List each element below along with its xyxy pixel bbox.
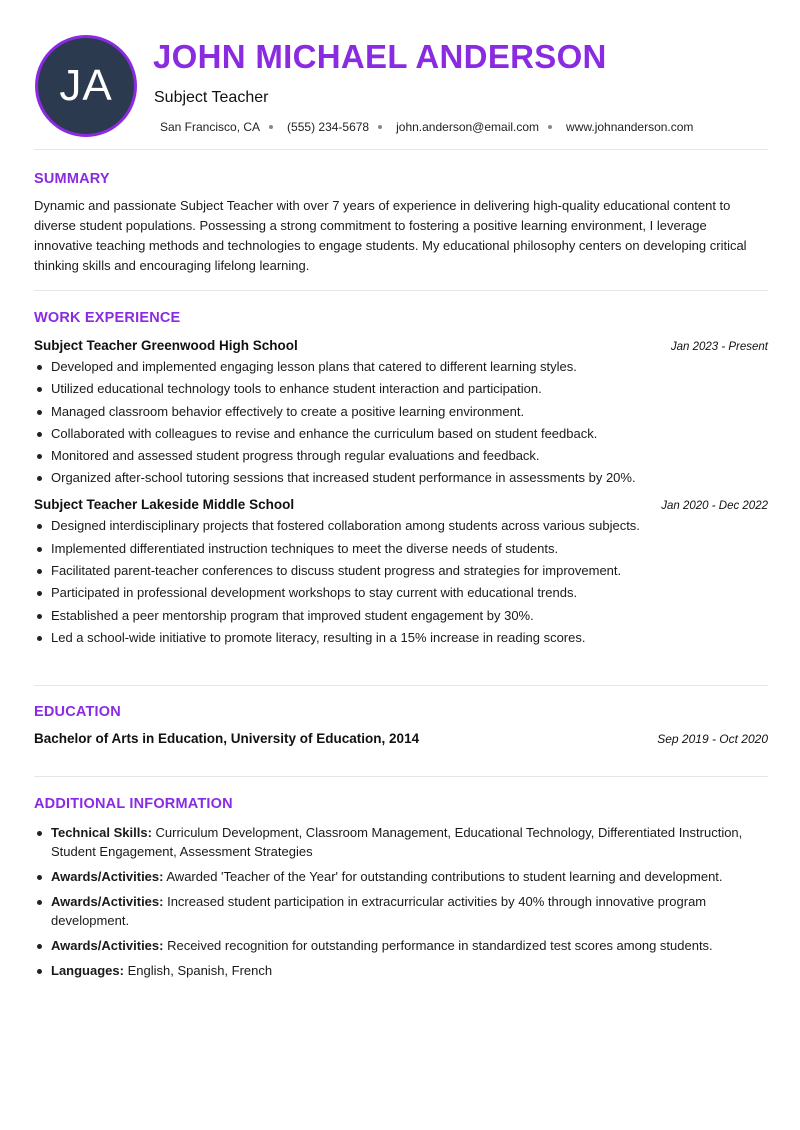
list-item: Developed and implemented engaging lesson plans that catered to different learning styles. — [34, 359, 768, 375]
item-text: Awarded 'Teacher of the Year' for outstanding contributions to student learning and development. — [163, 869, 723, 884]
item-text: Curriculum Development, Classroom Management, Educational Technology, Differentiated Instruction, Student Engagement, Assessment Strategies — [51, 825, 743, 859]
section-heading-education: EDUCATION — [34, 704, 121, 720]
section-heading-work: WORK EXPERIENCE — [34, 310, 181, 326]
list-item — [34, 867, 768, 886]
section-heading-additional: ADDITIONAL INFORMATION — [34, 796, 233, 812]
job-header — [34, 497, 768, 512]
contact-location: San Francisco, CA — [160, 120, 261, 134]
bullet-separator-icon — [548, 125, 552, 129]
job-dates: Jan 2023 - Present — [670, 341, 768, 353]
item-label: Awards/Activities: — [51, 938, 164, 953]
item-text: Received recognition for outstanding performance in standardized test scores among students. — [163, 938, 713, 953]
job-dates: Jan 2020 - Dec 2022 — [661, 500, 768, 513]
list-item: Participated in professional development workshops to stay current with educational trends. — [34, 585, 768, 601]
item-label: Awards/Activities: — [51, 894, 164, 909]
list-item: Utilized educational technology tools to enhance student interaction and participation. — [34, 381, 768, 397]
list-item — [34, 961, 768, 980]
list-item — [34, 936, 768, 955]
list-item: Organized after-school tutoring sessions that increased student performance in assessments by 20%. — [34, 470, 768, 486]
summary-section — [34, 150, 768, 291]
job-role: Subject Teacher Greenwood High School — [34, 338, 298, 353]
section-heading-summary: SUMMARY — [34, 171, 110, 187]
item-label: Languages: — [51, 963, 124, 978]
list-item: Implemented differentiated instruction techniques to meet the diverse needs of students. — [34, 541, 768, 557]
list-item: Managed classroom behavior effectively to create a positive learning environment. — [34, 404, 768, 420]
job-role: Subject Teacher Lakeside Middle School — [34, 497, 295, 513]
list-item — [34, 892, 768, 930]
work-experience-section — [34, 291, 768, 686]
education-degree: Bachelor of Arts in Education, University of Education, 2014 — [34, 731, 420, 746]
education-section — [34, 686, 768, 777]
candidate-name: JOHN MICHAEL ANDERSON — [153, 38, 607, 75]
education-entry — [34, 731, 768, 746]
item-text: Increased student participation in extracurricular activities by 40% through innovative program development. — [51, 894, 707, 928]
contact-phone[interactable]: (555) 234-5678 — [287, 120, 370, 134]
candidate-title: Subject Teacher — [154, 89, 269, 106]
contact-email[interactable]: john.anderson@email.com — [396, 120, 540, 134]
list-item: Established a peer mentorship program that improved student engagement by 30%. — [34, 608, 768, 624]
bullet-separator-icon — [378, 125, 382, 129]
item-label: Awards/Activities: — [51, 869, 164, 884]
resume-page — [34, 0, 768, 986]
list-item: Collaborated with colleagues to revise and enhance the curriculum based on student feedback. — [34, 426, 768, 442]
job-header — [34, 338, 768, 353]
summary-text: Dynamic and passionate Subject Teacher with over 7 years of experience in delivering high-quality educational content to diverse student populations. Possessing a strong commitment to fostering a positive learning environment, I leverage innovative teaching methods and technologies to engage students. My educational philosophy centers on developing critical thinking skills and encouraging lifelong learning. — [34, 198, 747, 273]
additional-info-list — [34, 823, 768, 980]
list-item — [34, 823, 768, 861]
item-label: Technical Skills: — [51, 825, 152, 840]
avatar — [35, 35, 137, 137]
job-entry — [34, 338, 768, 486]
additional-information-section — [34, 777, 768, 980]
list-item: Facilitated parent-teacher conferences to discuss student progress and strategies for improvement. — [34, 563, 768, 579]
contact-line — [160, 120, 693, 134]
education-dates: Sep 2019 - Oct 2020 — [657, 732, 768, 746]
resume-header — [34, 0, 768, 150]
item-text: English, Spanish, French — [123, 963, 273, 978]
list-item: Led a school-wide initiative to promote literacy, resulting in a 15% increase in reading scores. — [34, 630, 768, 646]
contact-website[interactable]: www.johnanderson.com — [566, 120, 694, 134]
list-item: Monitored and assessed student progress through regular evaluations and feedback. — [34, 448, 768, 464]
job-bullets — [34, 518, 768, 645]
job-bullets — [34, 359, 768, 486]
avatar-initials: JA — [59, 61, 113, 110]
list-item: Designed interdisciplinary projects that fostered collaboration among students across various subjects. — [34, 518, 768, 534]
bullet-separator-icon — [269, 125, 273, 129]
job-entry — [34, 497, 768, 645]
